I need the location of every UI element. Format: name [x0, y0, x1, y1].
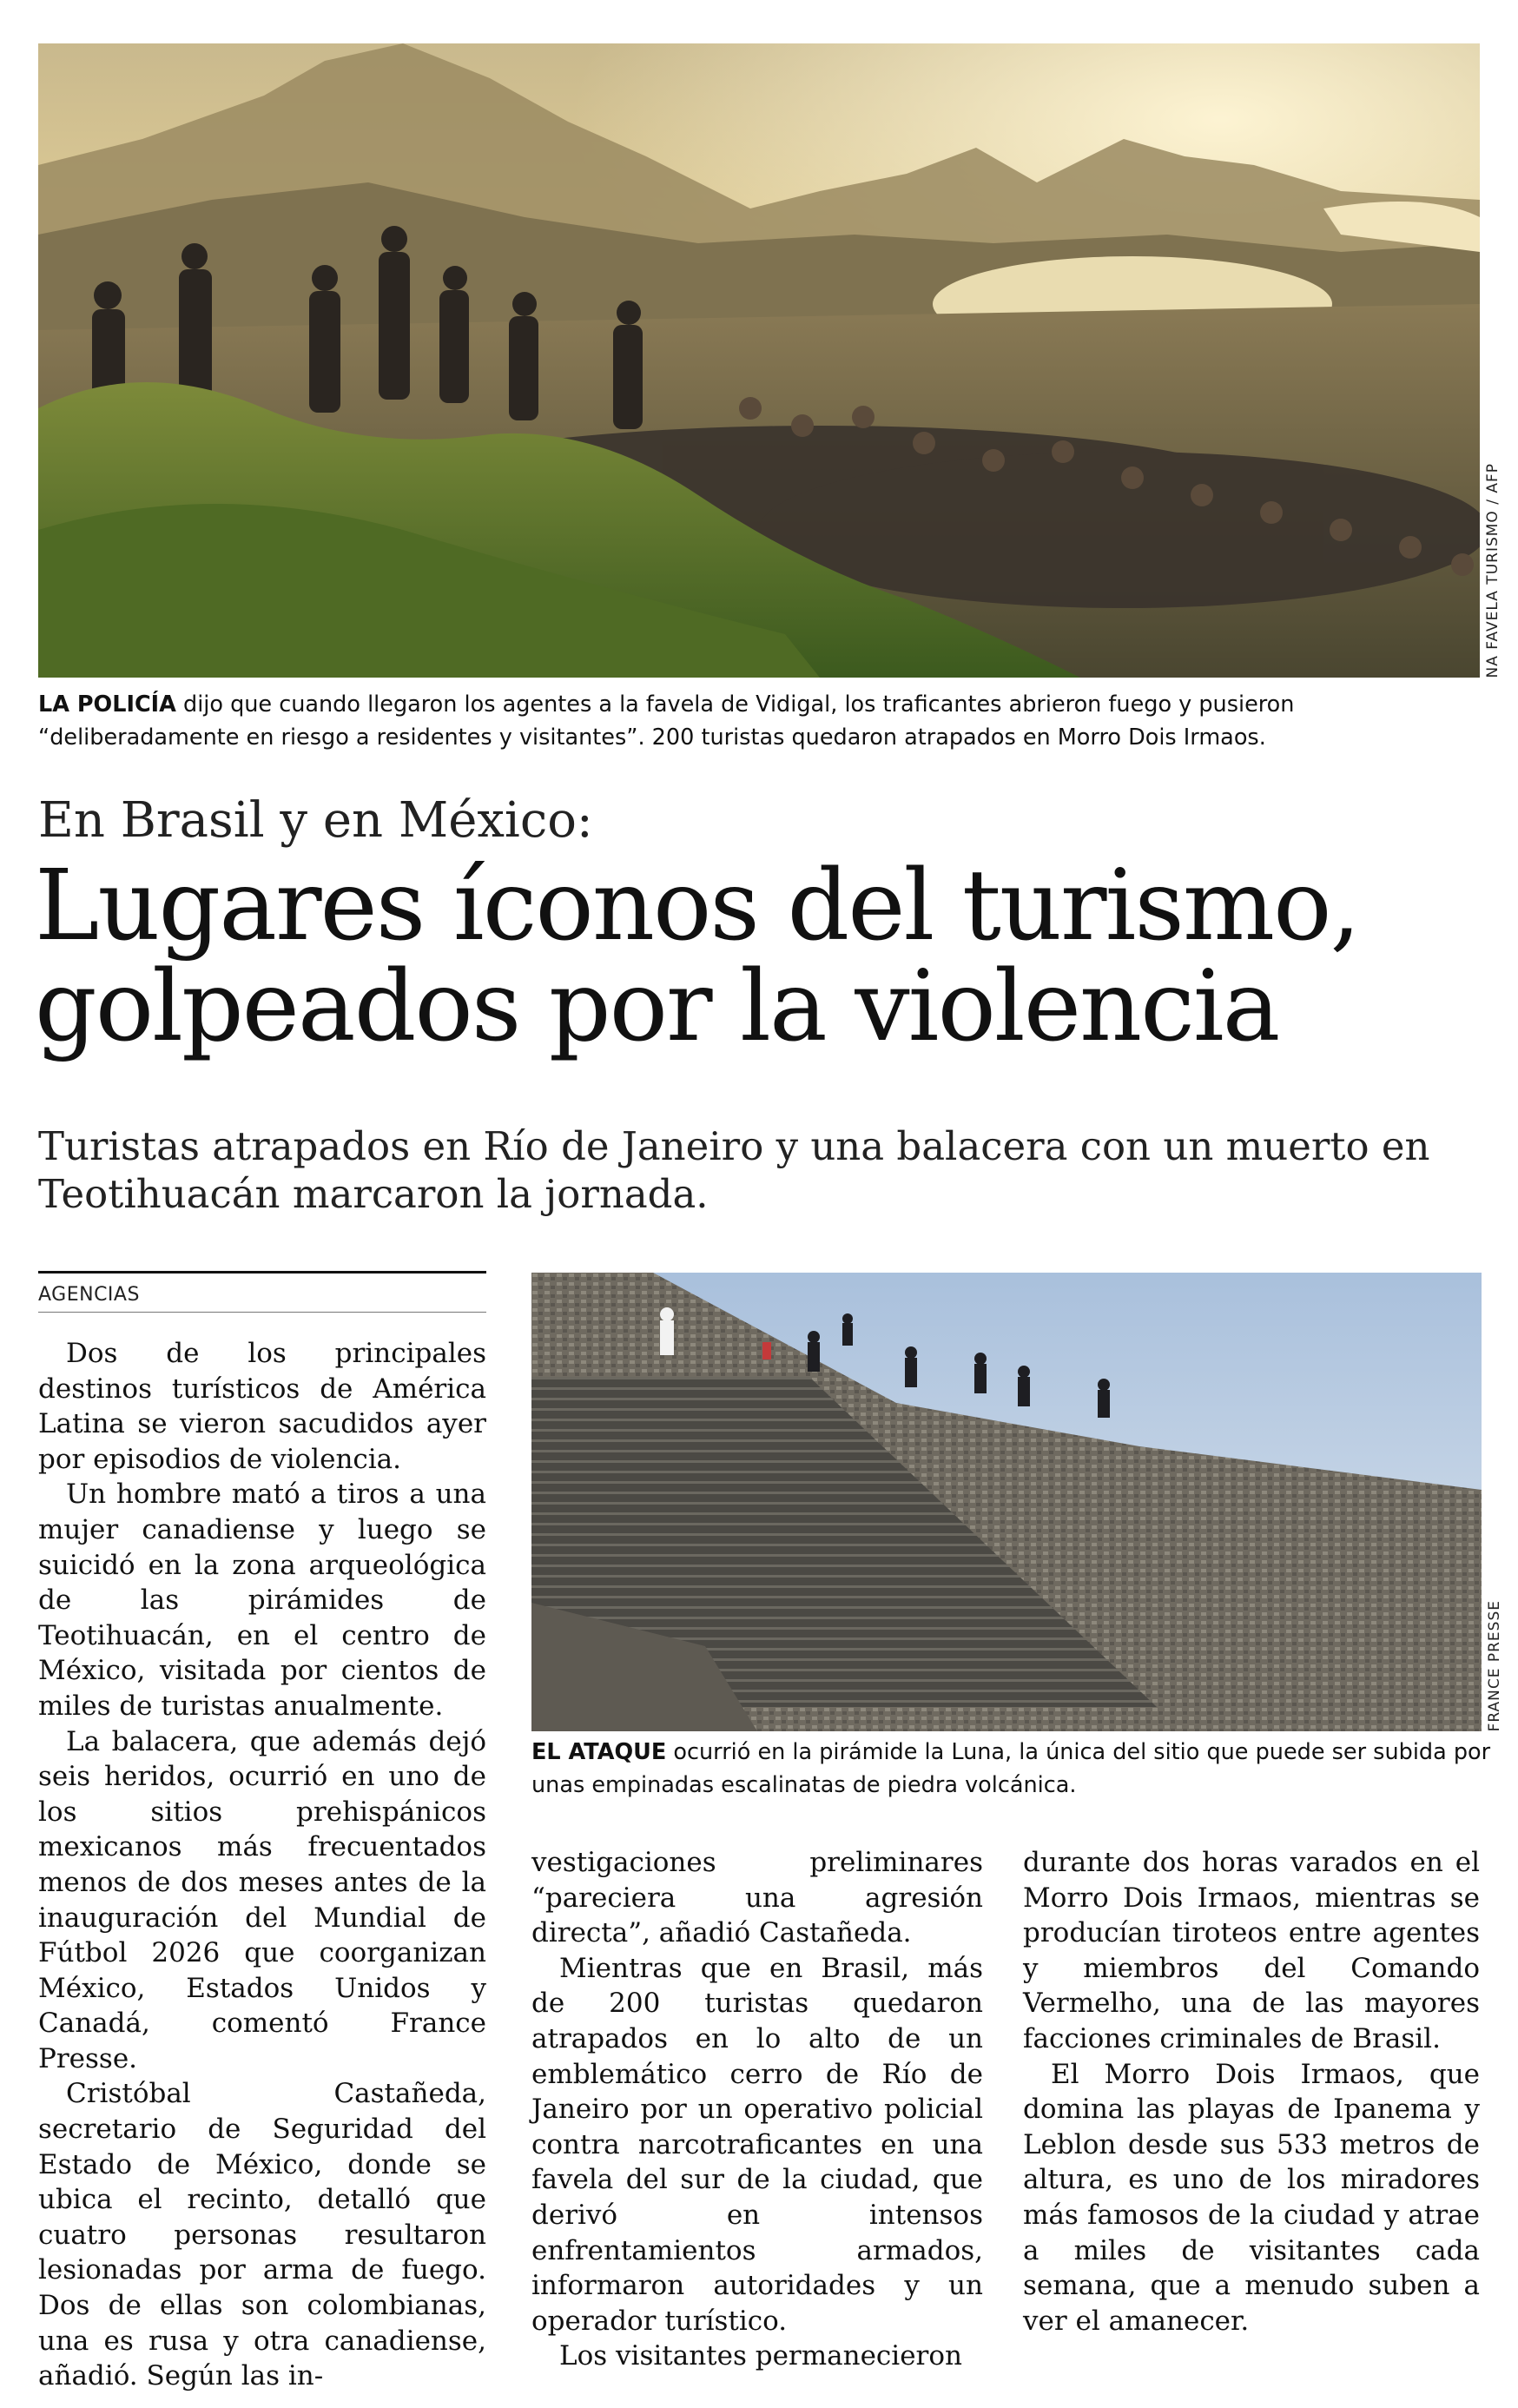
caption-lead: LA POLICÍA — [38, 691, 176, 718]
caption-text: dijo que cuando llegaron los agentes a la favela de Vidigal, los traficantes abrieron fuego y pusieron “deliberadamente en riesgo a residentes y visitantes”. 200 turistas quedaron atrapados en Morro Dois Irmaos. — [38, 691, 1295, 751]
rio-de-janeiro-viewpoint-photo — [38, 43, 1480, 678]
photo-credit: FRANCE PRESSE — [1486, 1599, 1503, 1731]
article-column-2 — [531, 1845, 983, 2374]
article-column-1 — [38, 1336, 486, 2394]
teotihuacan-pyramid-photo — [531, 1273, 1482, 1731]
photo-caption — [531, 1736, 1495, 1802]
paragraph: vestigaciones preliminares “pareciera una agresión directa”, añadió Castañeda. — [531, 1847, 983, 1949]
kicker: En Brasil y en México: — [38, 792, 593, 849]
caption-text: ocurrió en la pirámide la Luna, la única del sitio que puede ser subida por unas empinadas escalinatas de piedra volcánica. — [531, 1739, 1491, 1798]
divider — [38, 1312, 486, 1313]
subheadline: Turistas atrapados en Río de Janeiro y una balacera con un muerto en Teotihuacán marcaron la jornada. — [38, 1123, 1430, 1217]
paragraph: durante dos horas varados en el Morro Dois Irmaos, mientras se producían tiroteos entre agentes y miembros del Comando Vermelho, una de las mayores facciones criminales de Brasil. — [1023, 1847, 1480, 2054]
page-title: Lugares íconos del turismo, golpeados por la violencia — [35, 850, 1360, 1063]
byline: AGENCIAS — [38, 1284, 140, 1306]
photo-credit: NA FAVELA TURISMO / AFP — [1484, 462, 1502, 678]
paragraph: Mientras que en Brasil, más de 200 turistas quedaron atrapados en lo alto de un emblemático cerro de Río de Janeiro por un operativo policial contra narcotraficantes en una favela del sur de la ciudad, que derivó en intensos enfrentamientos armados, informaron autoridades y un operador turístico. — [531, 1952, 983, 2337]
paragraph: Los visitantes permanecieron — [559, 2340, 963, 2372]
photo-caption — [38, 688, 1484, 754]
divider — [38, 1271, 486, 1273]
paragraph: La balacera, que además dejó seis heridos, ocurrió en uno de los sitios prehispánicos mexicanos más frecuentados menos de dos meses antes de la inauguración del Mundial de Fútbol 2026 que coorganizan México, Estados Unidos y Canadá, comentó France Presse. — [38, 1725, 486, 2074]
paragraph: El Morro Dois Irmaos, que domina las playas de Ipanema y Leblon desde sus 533 metros de altura, es uno de los miradores más famosos de la ciudad y atrae a miles de visitantes cada semana, que a menudo suben a ver el amanecer. — [1023, 2058, 1480, 2337]
article-column-3 — [1023, 1845, 1480, 2339]
paragraph: Dos de los principales destinos turísticos de América Latina se vieron sacudidos ayer por episodios de violencia. — [38, 1338, 486, 1475]
paragraph: Cristóbal Castañeda, secretario de Seguridad del Estado de México, donde se ubica el recinto, detalló que cuatro personas resultaron lesionadas por arma de fuego. Dos de ellas son colombianas, una es rusa y otra canadiense, añadió. Según las in- — [38, 2078, 486, 2392]
paragraph: Un hombre mató a tiros a una mujer canadiense y luego se suicidó en la zona arqueológica de las pirámides de Teotihuacán, en el centro de México, visitada por cientos de miles de turistas anualmente. — [38, 1479, 486, 1722]
caption-lead: EL ATAQUE — [531, 1739, 667, 1765]
